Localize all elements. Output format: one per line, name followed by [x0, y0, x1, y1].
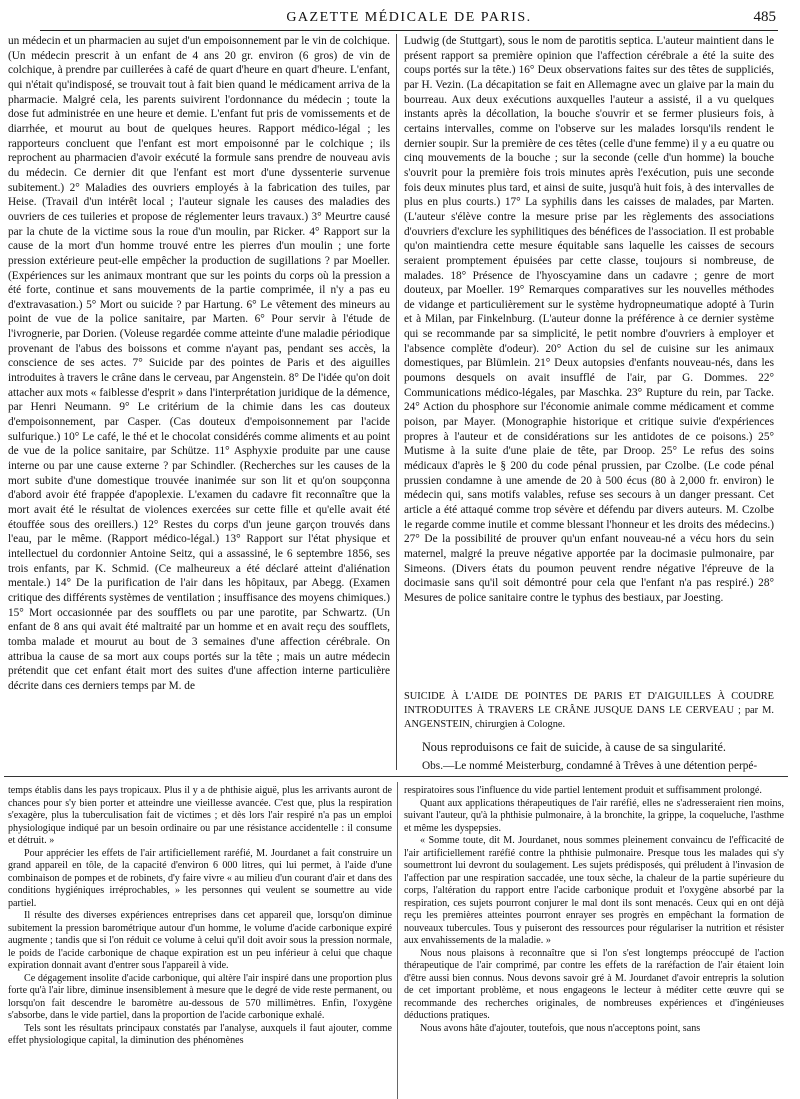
paragraph: Ce dégagement insolite d'acide carbonique, qui altère l'air inspiré dans une proportion plus forte qu'à l'air libre, diminue insensiblement à mesure que le degré de vide reste permanent, ou lorsqu'on fait descendre le baromètre au-dessous de 570 millimètres. Enfin, l'oxygène s'absorbe, dans le vide partiel, dans la proportion de l'acide carbonique exhalé. — [8, 972, 392, 1021]
article-observation: Obs.—Le nommé Meisterburg, condamné à Trêves à une détention perpé- — [422, 760, 758, 772]
column-divider-lower — [397, 782, 398, 1099]
paragraph: Nous avons hâte d'ajouter, toutefois, que nous n'acceptons point, sans — [420, 1022, 701, 1034]
article-title: SUICIDE À L'AIDE DE POINTES DE PARIS ET D'AIGUILLES À COUDRE INTRODUITES À TRAVERS LE CRÂNE JUSQUE DANS LE CERVEAU ; par M. ANGENSTEIN, chirurgien à Cologne. — [404, 691, 774, 730]
paragraph: Nous nous plaisons à reconnaître que si l'on s'est longtemps préoccupé de l'action thérapeutique de l'air comprimé, par contre les effets de la raréfaction de l'air étaient loin d'être aussi bien connus. Nous devons savoir gré à M. Jourdanet d'avoir entrepris la solution de cet important problème, et nous engageons le lecteur à méditer cette œuvre qui se recommande des recherches originales, de nombreuses expériences et d'ingénieuses déductions pratiques. — [404, 947, 784, 1021]
running-title: GAZETTE MÉDICALE DE PARIS. — [286, 10, 532, 25]
paragraph: Quant aux applications thérapeutiques de l'air raréfié, elles ne s'adresseraient rien moins, suivant l'auteur, qu'à la phthisie pulmonaire, à la bronchite, la grippe, la coqueluche, l'asthme et même les dyspepsies. — [404, 797, 784, 834]
section-divider — [4, 776, 788, 777]
suicide-article — [404, 690, 774, 776]
lower-right-column — [404, 785, 784, 1099]
page-header — [40, 6, 778, 31]
upper-right-column — [404, 34, 774, 684]
paragraph: « Somme toute, dit M. Jourdanet, nous sommes pleinement convaincu de l'efficacité de l'air artificiellement raréfié contre la phthisie pulmonaire. Presque tous les malades qui s'y soumettront lui devront du soulagement. Les sujets prédisposés, qui préludent à l'invasion de l'affection par une respiration saccadée, une toux sèche, la chaleur de la partie supérieure du corps, l'altération du rapport entre l'acide carbonique produit et l'oxygène absorbé par la respiration, ces sujets pourront conjurer le mal dont ils sont menacés. Ceux qui en ont déjà reçu les premières atteintes pourront enrayer ses progrès en empêchant la formation de nouveaux tubercules. Tous y puiseront des ressources pour régulariser la nutrition et résister aux envahissements de la maladie. » — [404, 835, 784, 946]
paragraph: Tels sont les résultats principaux constatés par l'analyse, auxquels il faut ajouter, comme effet physiologique capital, la diminution des phénomènes — [8, 1022, 392, 1046]
paragraph: Pour apprécier les effets de l'air artificiellement raréfié, M. Jourdanet a fait construire un grand appareil en tôle, de la capacité d'environ 6 000 litres, qui lui permet, à l'aide d'une combinaison de pompes et de robinets, d'y faire vivre « au milieu d'un courant d'air et dans des conditions hygiéniques irréprochables, » les personnes qui veulent se soumettre au vide partiel. — [8, 847, 392, 909]
page-number: 485 — [753, 9, 776, 25]
article-intro: Nous reproduisons ce fait de suicide, à cause de sa singularité. — [422, 740, 726, 754]
bibliography-list-part-2: Ludwig (de Stuttgart), sous le nom de parotitis septica. L'auteur maintient dans le présent rapport sa première opinion que l'affection cérébrale a été la suite des coups portés sur la tête.) 16° Deux observations faites sur des têtes de suppliciés, par H. Vezin. (La décapitation se fait en Allemagne avec un glaive par la main du bourreau. Aux deux exécutions auxquelles l'auteur a assisté, il a vu quelques instants après la décollation, la bouche s'ouvrir et se fermer plusieurs fois, à certains intervalles, comme on l'observe sur les malades lorsqu'ils rendent le dernier soupir. Sur la première de ces têtes (celle d'une femme) il y a eu quatre ou cinq mouvements de la bouche ; sur la seconde (celle d'un homme) la bouche s'ouvrit pour la première fois trois minutes après l'exécution, puis une seconde fois deux minutes plus tard, et ainsi de suite, jusqu'à huit fois, à des intervalles de plus en plus courts.) 17° La syphilis dans les caisses de malades, par Marten. (L'auteur s'élève contre la mesure prise par les règlements des associations d'ouvriers d'exclure les syphilitiques des bénéfices de l'association. Il est probable qu'on maintiendra cette mesure équitable sans laquelle les caisses de secours seraient promptement épuisées par cette classe, toujours si nombreuse, de malades. 18° Présence de l'hyoscyamine dans un cadavre ; genre de mort douteux, par Moeller. 19° Remarques comparatives sur les nouvelles méthodes de vidange et particulièrement sur le système hydropneumatique adopté à Turin et à Milan, par Finkelnburg. (L'auteur donne la préférence à ce dernier système qui se recommande par sa simplicité, le petit nombre d'ouvriers à employer et l'absence complète d'odeur). 20° Action du sel de cuisine sur les animaux domestiques, par Blümlein. 21° Deux autopsies d'enfants nouveau-nés, dans les poumons desquels on avait insufflé de l'air, par G. Dommes. 22° Communications médico-légales, par Maschka. 23° Rupture du rein, par Tacke. 24° Action du phosphore sur l'économie animale comme médicament et comme poison, par Mayer. (Monographie historique et critique suivie d'expériences propres à l'auteur et de considérations sur les antidotes de ce poisons.) 25° Mutisme à la suite d'une plaie de tête, par Droop. 25° Le refus des soins médicaux d'après le § 200 du code pénal prussien, par Czolbe. (Le code pénal prussien condamne à une amende de 20 à 500 écus (80 à 2,000 fr. environ) le médecin qui, sans motifs valables, refuse ses secours à un danger pressant. Cet article a été attaqué comme trop sévère et défendu par divers auteurs. M. Czolbe le regarde comme inutile et comme blessant l'honneur et les droits des médecins.) 27° De la possibilité de prouver qu'un enfant nouveau-né a vécu hors du sein maternel, malgré la preuve négative apportée par la docimasie pulmonaire, par Simeons. (Divers états du poumon peuvent rendre négative l'épreuve de la docimasie sans qu'il soit démontré pour cela que l'enfant n'a pas respiré.) 28° Mesures de police sanitaire contre le typhus des bestiaux, par Joesting. — [404, 35, 774, 604]
column-divider-upper — [396, 34, 397, 770]
paragraph: Il résulte des diverses expériences entreprises dans cet appareil que, lorsqu'on diminue subitement la pression barométrique autour d'un homme, le volume d'acide carbonique expiré augmente ; tandis que si l'on réduit ce volume à celui qu'il doit avoir sous la pression normale, le poids de l'acide carbonique de chaque expiration est un peu inférieur à celui que chaque expiration donnait avant d'entrer sous l'appareil à vide. — [8, 910, 392, 971]
paragraph: temps établis dans les pays tropicaux. Plus il y a de phthisie aiguë, plus les arrivants auront de chances pour s'y bien porter et atteindre une vieillesse avancée. C'est que, plus la respiration s'exagère, plus la tuberculisation fait de victimes ; et dès lors l'air respiré n'a pas un emploi physiologique indiqué par un besoin ordinaire ou par une résistance accidentelle : il consume et détruit. » — [8, 785, 392, 846]
lower-left-column — [8, 785, 392, 1099]
upper-left-column — [8, 34, 390, 770]
paragraph: respiratoires sous l'influence du vide partiel lentement produit et suffisamment prolongé. — [404, 785, 762, 796]
bibliography-list-part-1: un médecin et un pharmacien au sujet d'un empoisonnement par le vin de colchique. (Un médecin prescrit à un enfant de 4 ans 20 gr. environ (6 gros) de vin de colchique, à prendre par cuillerées à café de quart d'heure en quart d'heure. L'enfant, qui n'était qu'indisposé, se trouvait tout à fait bien quand le médicament arriva de la pharmacie. Malgré cela, les parents suivirent l'ordonnance du médecin ; toute la dose fut administrée en une heure et demie. L'enfant fut pris de vomissements et de diarrhée, et mourut au bout de quelques heures. Rapport médico-légal ; les rapporteurs concluent que l'enfant est mort empoisonné par le colchique ; ils reprochent au pharmacien d'avoir exécuté la formule sans prendre de nouveau avis du médecin. Ce dernier dit que l'enfant est mort d'une dyssenterie survenue subitement.) 2° Maladies des ouvriers employés à la fabrication des tuiles, par Heise. (Travail d'un intérêt local ; l'auteur signale les causes des maladies des ouvriers de ces tuileries et propose de réglementer leurs travaux.) 3° Meurtre causé par la chute de la victime sous la roue d'un moulin, par Ricker. 4° Rapport sur la cause de la mort d'un homme trouvé entre les pierres d'un moulin ; une forte pression extérieure peut-elle empêcher la production de sugillations ? par Moeller. (Expériences sur les animaux montrant que sur les points du corps où la pression a été forte, continue et sans mouvements de la partie comprimée, il n'y a pas eu d'extravasation.) 5° Mort ou suicide ? par Hartung. 6° Le vêtement des mineurs au point de vue de la police sanitaire, par Marten. 6° Pour servir à l'étude de l'ivrognerie, par Dorien. (Voleuse regardée comme atteinte d'une maladie périodique provenant de l'abus des boissons et comme n'ayant pas, pendant ses accès, la conscience de ses actes. 7° Suicide par des pointes de Paris et des aiguilles introduites à travers le crâne dans le cerveau, par Angenstein. 8° De l'idée qu'on doit attacher aux mots « faiblesse d'esprit » dans l'interprétation juridique de la démence, par Henri Neumann. 9° Le critérium de la chimie dans les cas douteux d'empoisonnement, par Casper. (Cas douteux d'empoisonnement par l'acide sulfurique.) 10° Le café, le thé et le chocolat considérés comme aliments et au point de vue de la police sanitaire, par Schütze. 11° Asphyxie produite par une cause interne ou par une cause externe ? par Schindler. (Recherches sur les causes de la mort subite d'une domestique trouvée inanimée sur son lit et qu'on soupçonna d'abord avoir été frappée d'apoplexie. L'examen du cadavre fit reconnaître que la mort avait été le résultat de violences exercées sur cette fille et qu'elle avait été étouffée sous des oreillers.) 12° Restes du corps d'un jeune garçon trouvés dans l'eau, par le même. (Rapport médico-légal.) 13° Rapport sur l'état physique et intellectuel du cordonnier Antoine Seitz, qui a assassiné, le 6 septembre 1856, ses trois enfants, par K. Schmid. (Ce malheureux a été déclaré atteint d'aliénation mentale.) 14° De la purification de l'air dans les hôpitaux, par Abegg. (Examen critique des différents systèmes de ventilation ; insuffisance des moyens chimiques.) 15° Mort occasionnée par des soufflets ou par une parotite, par Schwartz. (Un enfant de 8 ans qui avait été maltraité par un homme et en avait reçu des soufflets, tomba malade et mourut au bout de 3 semaines d'une affection cérébrale. On attribua la cause de sa mort aux coups portés sur la tête ; mais un autre médecin prétendit que cet enfant était mort des suites d'une affection interne particulière décrite dans ces derniers temps par M. de — [8, 35, 390, 692]
